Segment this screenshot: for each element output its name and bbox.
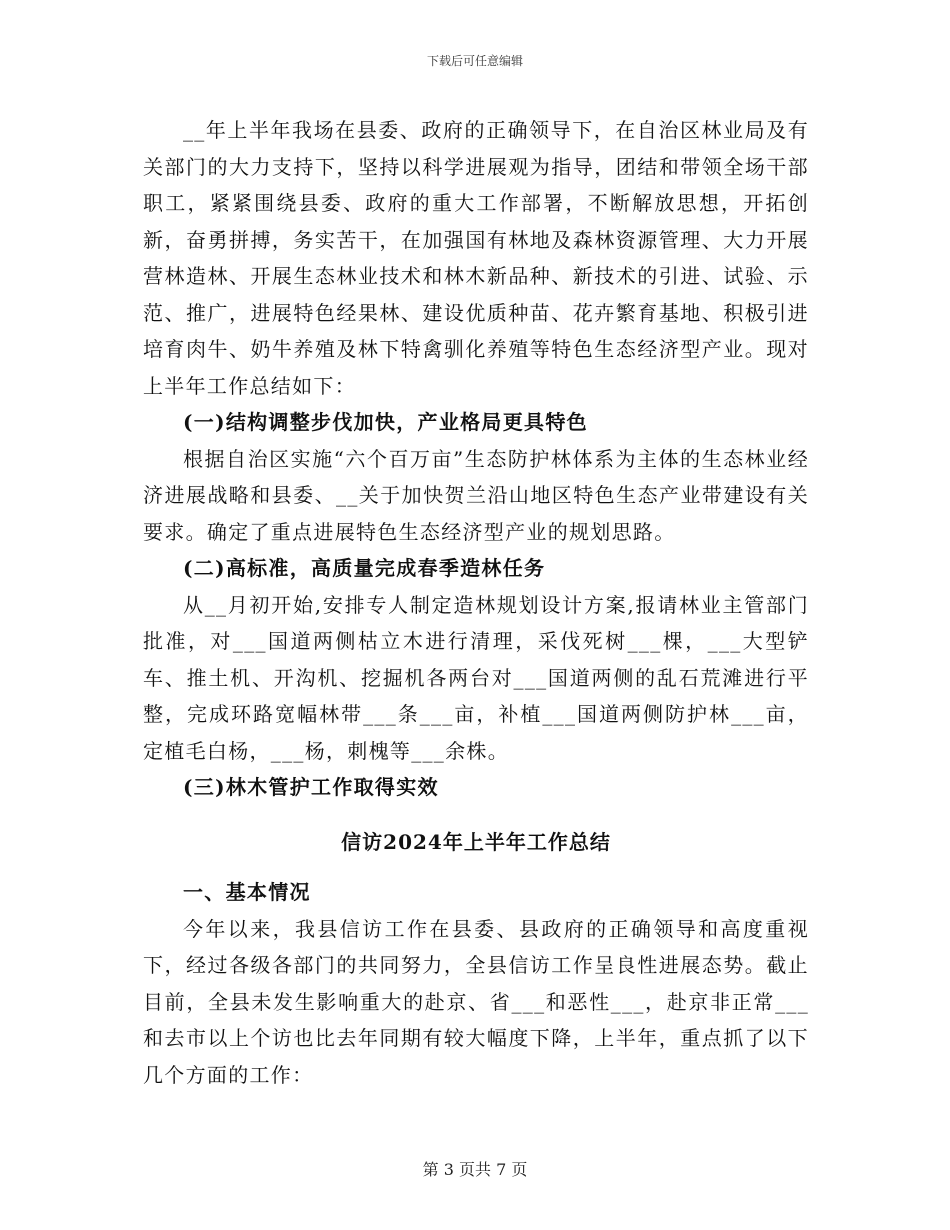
document-title: 信访2024年上半年工作总结 — [341, 829, 611, 854]
section-3-heading: (三)林木管护工作取得实效 — [183, 775, 439, 799]
header-note: 下载后可任意编辑 — [426, 54, 523, 68]
section-1-paragraph: 根据自治区实施“六个百万亩”生态防护林体系为主体的生态林业经济进展战略和县委、__关于加快贺兰沿山地区特色生态产业带建设有关要求。确定了重点进展特色生态经济型产业的规划思路。 — [143, 446, 809, 544]
basic-situation-heading: 一、基本情况 — [183, 880, 311, 904]
section-2-heading: (二)高标准，高质量完成春季造林任务 — [183, 556, 546, 580]
page-number: 第 3 页共 7 页 — [422, 1160, 528, 1179]
document-body — [143, 112, 809, 1093]
intro-paragraph: __年上半年我场在县委、政府的正确领导下，在自治区林业局及有关部门的大力支持下，坚持以科学进展观为指导，团结和带领全场干部职工，紧紧围绕县委、政府的重大工作部署，不断解放思想，开拓创新，奋勇拼搏，务实苦干，在加强国有林地及森林资源管理、大力开展营林造林、开展生态林业技术和林木新品种、新技术的引进、试验、示范、推广，进展特色经果林、建设优质种苗、花卉繁育基地、积极引进培育肉牛、奶牛养殖及林下特禽驯化养殖等特色生态经济型产业。现对上半年工作总结如下： — [143, 118, 809, 398]
section-2-paragraph: 从__月初开始,安排专人制定造林规划设计方案,报请林业主管部门批准，对___国道两侧枯立木进行清理，采伐死树___棵，___大型铲车、推土机、开沟机、挖掘机各两台对___国道两侧的乱石荒滩进行平整，完成环路宽幅林带___条___亩，补植___国道两侧防护林___亩，定植毛白杨，___杨，刺槐等___余株。 — [143, 592, 809, 763]
basic-situation-paragraph: 今年以来，我县信访工作在县委、县政府的正确领导和高度重视下，经过各级各部门的共同努力，全县信访工作呈良性进展态势。截止目前，全县未发生影响重大的赴京、省___和恶性___，赴京非正常___和去市以上个访也比去年同期有较大幅度下降，上半年，重点抓了以下几个方面的工作： — [143, 916, 809, 1087]
section-1-heading: (一)结构调整步伐加快，产业格局更具特色 — [183, 410, 588, 434]
